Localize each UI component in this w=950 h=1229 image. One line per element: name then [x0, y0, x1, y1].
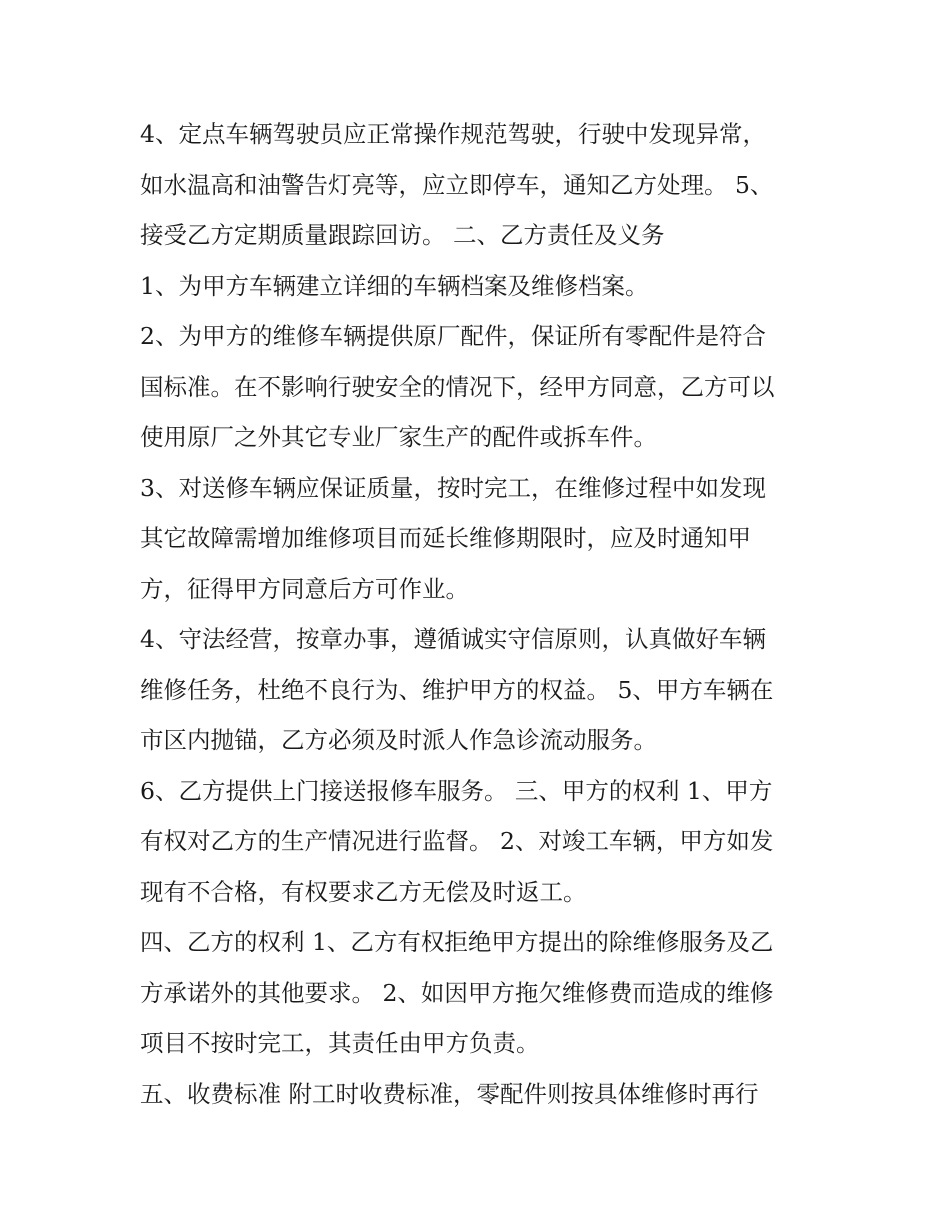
text-line: 国标准。在不影响行驶安全的情况下，经甲方同意，乙方可以 — [140, 372, 775, 401]
text-line: 1、为甲方车辆建立详细的车辆档案及维修档案。 — [140, 271, 649, 300]
text-line: 市区内抛锚，乙方必须及时派人作急诊流动服务。 — [140, 726, 657, 754]
text-line: 四、乙方的权利 1、乙方有权拒绝甲方提出的除维修服务及乙 — [140, 928, 774, 956]
text-line: 3、对送修车辆应保证质量，按时完工，在维修过程中如发现 — [140, 473, 766, 502]
contract-text-body — [140, 109, 820, 1119]
text-line: 其它故障需增加维修项目而延长维修期限时，应及时通知甲 — [140, 524, 751, 552]
text-line: 2、为甲方的维修车辆提供原厂配件，保证所有零配件是符合 — [140, 322, 766, 350]
text-line: 4、定点车辆驾驶员应正常操作规范驾驶，行驶中发现异常， — [140, 120, 766, 148]
text-line: 4、守法经营，按章办事，遵循诚实守信原则，认真做好车辆 — [140, 625, 766, 653]
text-line: 维修任务，杜绝不良行为、维护甲方的权益。 5、甲方车辆在 — [140, 675, 774, 704]
text-line: 五、收费标准 附工时收费标准，零配件则按具体维修时再行 — [140, 1079, 759, 1108]
text-line: 6、乙方提供上门接送报修车服务。 三、甲方的权利 1、甲方 — [140, 776, 773, 805]
text-line: 接受乙方定期质量跟踪回访。 二、乙方责任及义务 — [140, 221, 665, 249]
text-line: 有权对乙方的生产情况进行监督。 2、对竣工车辆，甲方如发 — [140, 827, 774, 855]
text-line: 项目不按时完工，其责任由甲方负责。 — [140, 1029, 540, 1057]
text-line: 使用原厂之外其它专业厂家生产的配件或拆车件。 — [140, 423, 657, 451]
text-line: 如水温高和油警告灯亮等，应立即停车，通知乙方处理。 5、 — [140, 170, 774, 199]
text-line: 现有不合格，有权要求乙方无偿及时返工。 — [140, 877, 587, 906]
text-line: 方，征得甲方同意后方可作业。 — [140, 574, 469, 603]
text-line: 方承诺外的其他要求。 2、如因甲方拖欠维修费而造成的维修 — [140, 978, 774, 1007]
